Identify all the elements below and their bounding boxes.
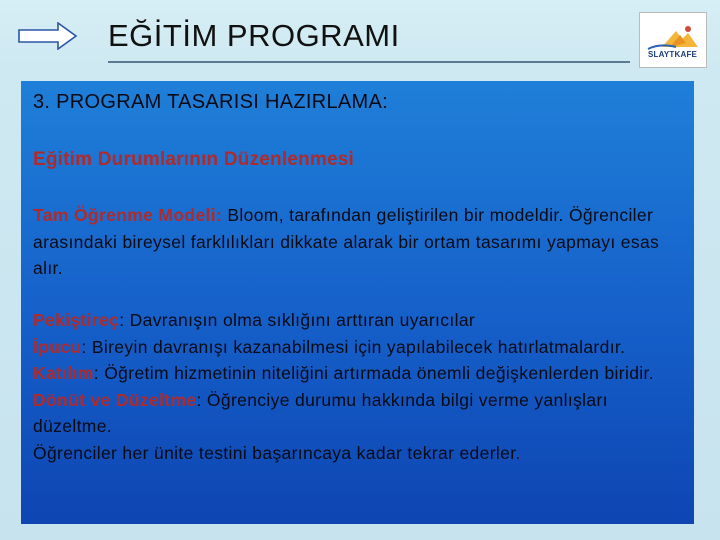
definitions-paragraph xyxy=(33,307,683,467)
model-paragraph xyxy=(33,202,683,282)
item-text: : Bireyin davranışı kazanabilmesi için yapılabilecek hatırlatmalardır. xyxy=(81,336,626,357)
right-arrow-icon xyxy=(18,22,78,50)
item-text: : Davranışın olma sıklığını arttıran uyarıcılar xyxy=(119,310,476,330)
list-item xyxy=(33,387,683,440)
item-term: Dönüt ve Düzeltme xyxy=(33,389,197,410)
logo-text: SLAYTKAFE xyxy=(648,50,698,59)
page-title: EĞİTİM PROGRAMI xyxy=(108,18,400,53)
model-text: Bloom, tarafından geliştirilen bir modeldir. Öğrenciler arasındaki bireysel farklılıkları dikkate alarak bir ortam tasarımı yapmayı esas alır. xyxy=(33,205,660,279)
list-item xyxy=(33,334,683,361)
item-term: Pekiştireç xyxy=(33,310,120,330)
item-term: Katılım xyxy=(33,363,94,384)
closing-line: Öğrenciler her ünite testini başarıncaya kadar tekrar ederler. xyxy=(33,442,521,463)
item-text: : Öğrenciye durumu hakkında bilgi verme yanlışları düzeltme. xyxy=(33,389,608,437)
logo xyxy=(639,12,707,68)
item-text: : Öğretim hizmetinin niteliğini artırmada önemli değişkenlerden biridir. xyxy=(93,363,654,384)
list-item xyxy=(33,307,683,334)
subheading: Eğitim Durumlarının Düzenlenmesi xyxy=(33,149,355,170)
item-term: İpucu xyxy=(33,336,82,357)
section-heading: 3. PROGRAM TASARISI HAZIRLAMA: xyxy=(33,91,388,113)
content-panel xyxy=(21,81,694,524)
list-item xyxy=(33,360,683,387)
model-term: Tam Öğrenme Modeli: xyxy=(33,205,223,225)
title-underline xyxy=(108,61,630,63)
